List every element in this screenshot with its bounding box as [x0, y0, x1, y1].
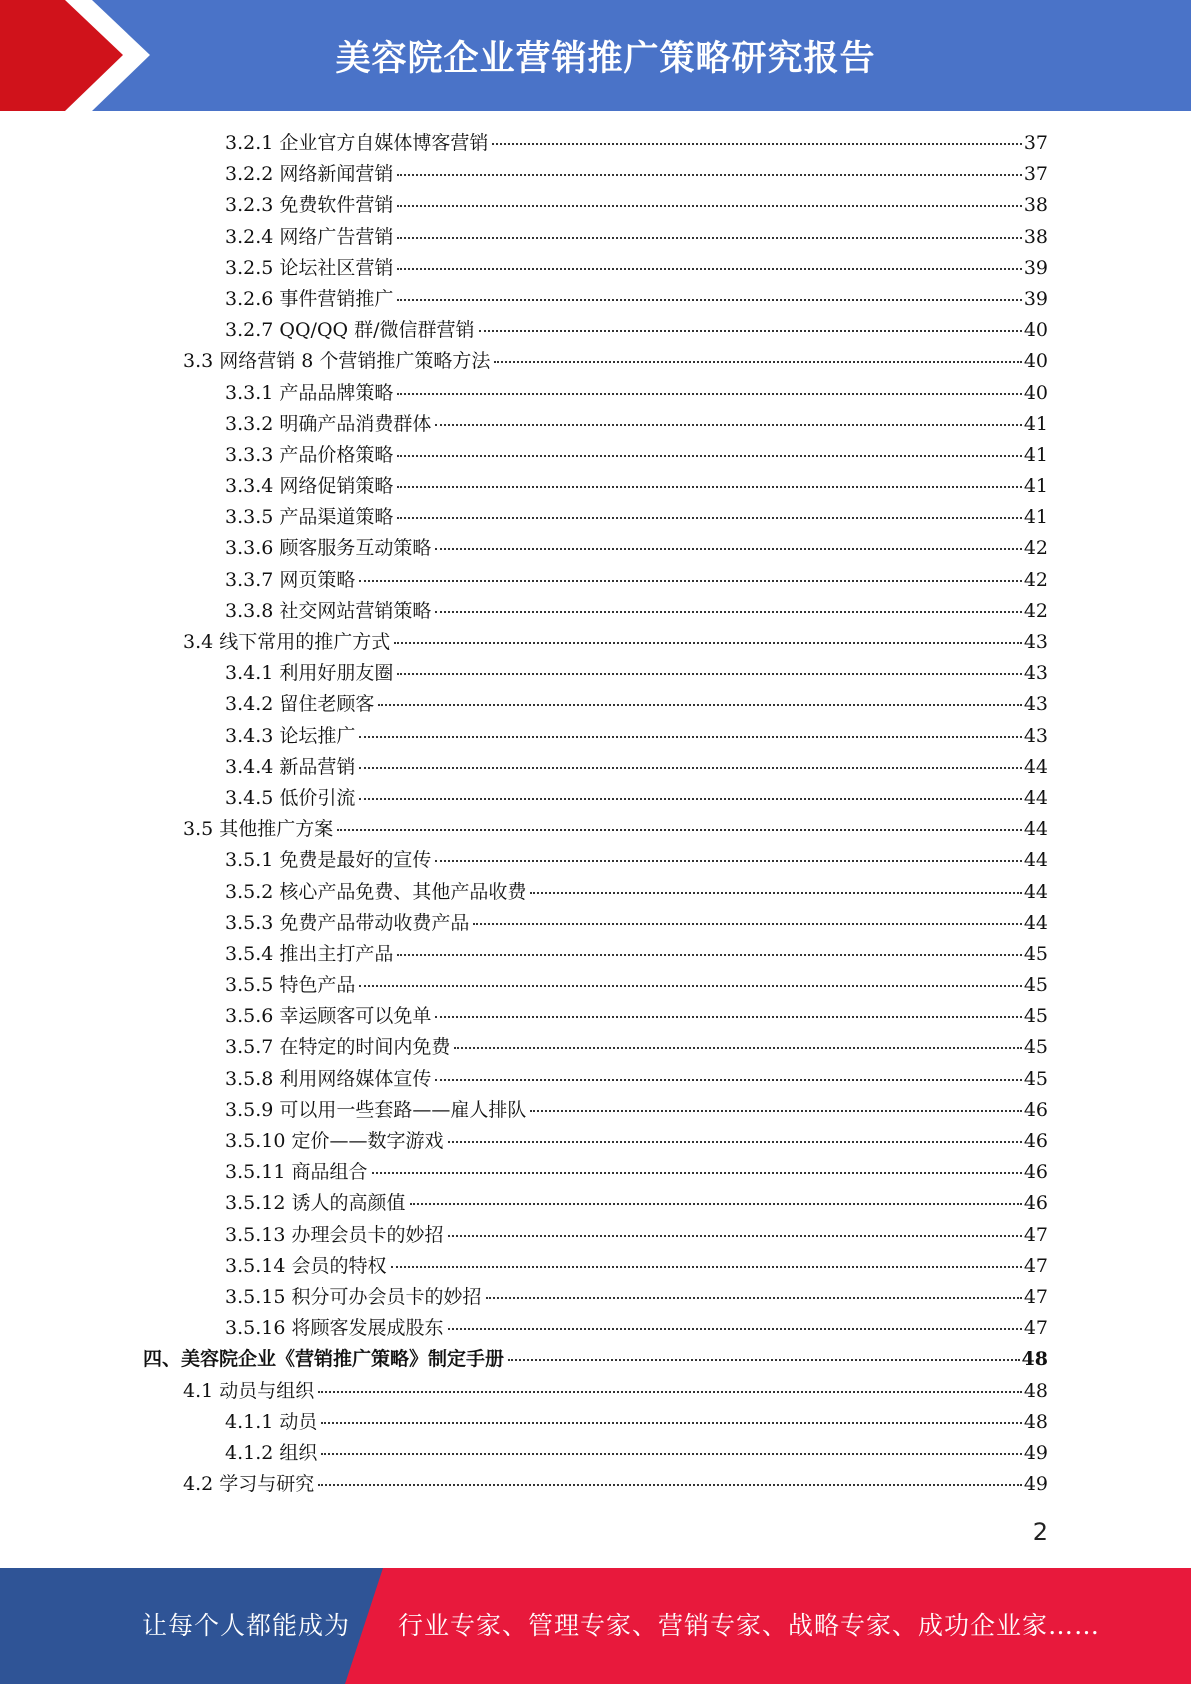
- toc-entry-page: 45: [1023, 1067, 1048, 1090]
- toc-entry-page: 46: [1023, 1161, 1048, 1184]
- toc-entry[interactable]: [0, 128, 1191, 159]
- toc-entry[interactable]: [0, 721, 1191, 752]
- toc-dot-leader: [397, 455, 1021, 457]
- toc-dot-leader: [508, 1359, 1020, 1361]
- toc-entry[interactable]: [0, 1001, 1191, 1032]
- toc-entry-page: 48: [1023, 1379, 1048, 1402]
- toc-entry[interactable]: [0, 1313, 1191, 1344]
- toc-entry[interactable]: [0, 159, 1191, 190]
- toc-entry[interactable]: [0, 1469, 1191, 1500]
- toc-dot-leader: [391, 1266, 1022, 1268]
- toc-entry-number: 4.2: [183, 1473, 214, 1496]
- toc-entry[interactable]: [0, 783, 1191, 814]
- toc-entry[interactable]: [0, 814, 1191, 845]
- toc-entry-page: 39: [1023, 256, 1048, 279]
- toc-entry-title: 学习与研究: [219, 1473, 315, 1496]
- toc-entry-page: 40: [1023, 381, 1048, 404]
- toc-entry-title: 网络促销策略: [279, 475, 394, 498]
- toc-entry-page: 40: [1023, 319, 1048, 342]
- toc-entry-number: 3.5.11: [225, 1161, 286, 1184]
- toc-entry-title: QQ/QQ 群/微信群营销: [279, 319, 475, 342]
- toc-dot-leader: [397, 205, 1021, 207]
- toc-entry-title: 明确产品消费群体: [279, 412, 432, 435]
- toc-entry[interactable]: [0, 565, 1191, 596]
- toc-dot-leader: [435, 1016, 1021, 1018]
- toc-entry-page: 44: [1023, 880, 1048, 903]
- toc-entry[interactable]: [0, 689, 1191, 720]
- toc-entry-title: 免费软件营销: [279, 194, 394, 217]
- toc-entry-number: 3.5.6: [225, 1005, 274, 1028]
- toc-entry-number: 3.4.4: [225, 755, 274, 778]
- toc-entry-number: 3.2.1: [225, 132, 274, 154]
- toc-entry-title: 网络广告营销: [279, 225, 394, 248]
- toc-entry[interactable]: [0, 1376, 1191, 1407]
- toc-dot-leader: [448, 1235, 1022, 1237]
- toc-entry-title: 可以用一些套路——雇人排队: [279, 1098, 527, 1121]
- toc-entry-title: 特色产品: [279, 974, 356, 997]
- toc-entry-title: 推出主打产品: [279, 942, 394, 965]
- toc-entry-title: 企业官方自媒体博客营销: [279, 132, 489, 154]
- toc-entry[interactable]: [0, 1282, 1191, 1313]
- toc-entry[interactable]: [0, 471, 1191, 502]
- toc-entry-page: 41: [1023, 506, 1048, 529]
- toc-entry[interactable]: [0, 1344, 1191, 1375]
- toc-dot-leader: [397, 174, 1021, 176]
- toc-entry-page: 37: [1023, 132, 1048, 154]
- toc-entry-page: 41: [1023, 412, 1048, 435]
- toc-dot-leader: [372, 1172, 1022, 1174]
- toc-entry-number: 3.5.8: [225, 1067, 274, 1090]
- toc-entry[interactable]: [0, 877, 1191, 908]
- toc-entry[interactable]: [0, 627, 1191, 658]
- toc-entry[interactable]: [0, 222, 1191, 253]
- toc-entry[interactable]: [0, 502, 1191, 533]
- toc-entry-title: 网络新闻营销: [279, 163, 394, 186]
- toc-dot-leader: [435, 424, 1021, 426]
- toc-dot-leader: [359, 767, 1021, 769]
- toc-entry-title: 办理会员卡的妙招: [291, 1223, 444, 1246]
- toc-entry-page: 41: [1023, 443, 1048, 466]
- toc-entry-number: 四、: [143, 1348, 182, 1371]
- toc-entry[interactable]: [0, 845, 1191, 876]
- toc-entry-title: 论坛推广: [279, 724, 356, 747]
- toc-entry-number: 3.3.5: [225, 506, 274, 529]
- toc-dot-leader: [492, 143, 1021, 145]
- toc-entry-number: 3.3.8: [225, 599, 274, 622]
- toc-entry-number: 3.3.1: [225, 381, 274, 404]
- toc-entry[interactable]: [0, 253, 1191, 284]
- toc-dot-leader: [337, 829, 1022, 831]
- toc-entry-page: 44: [1023, 755, 1048, 778]
- toc-entry-title: 诱人的高颜值: [291, 1192, 406, 1215]
- toc-entry-title: 产品品牌策略: [279, 381, 394, 404]
- toc-dot-leader: [321, 1453, 1021, 1455]
- toc-entry-number: 3.3.3: [225, 443, 274, 466]
- toc-entry[interactable]: [0, 1251, 1191, 1282]
- toc-entry-page: 44: [1023, 911, 1048, 934]
- footer-slogan-left: 让每个人都能成为: [142, 1611, 351, 1640]
- toc-entry[interactable]: [0, 1438, 1191, 1469]
- toc-entry-page: 43: [1023, 724, 1048, 747]
- toc-entry-page: 44: [1023, 818, 1048, 841]
- toc-entry[interactable]: [0, 939, 1191, 970]
- toc-entry-number: 3.5.16: [225, 1317, 286, 1340]
- toc-entry-number: 3.5.13: [225, 1223, 286, 1246]
- toc-entry[interactable]: [0, 1032, 1191, 1063]
- toc-dot-leader: [394, 642, 1022, 644]
- toc-entry-number: 3.4.2: [225, 693, 274, 716]
- toc-entry-number: 3.3.7: [225, 568, 274, 591]
- toc-entry[interactable]: [0, 533, 1191, 564]
- toc-dot-leader: [397, 393, 1021, 395]
- toc-entry-title: 社交网站营销策略: [279, 599, 432, 622]
- toc-entry-title: 在特定的时间内免费: [279, 1036, 451, 1059]
- toc-entry-title: 动员: [279, 1410, 318, 1433]
- toc-entry-page: 45: [1023, 974, 1048, 997]
- toc-entry-title: 利用好朋友圈: [279, 662, 394, 685]
- toc-dot-leader: [435, 860, 1021, 862]
- toc-entry-number: 3.2.4: [225, 225, 274, 248]
- page-header: [0, 0, 1191, 111]
- toc-entry-title: 定价——数字游戏: [291, 1130, 444, 1152]
- toc-entry-number: 4.1: [183, 1379, 214, 1402]
- toc-entry-title: 产品渠道策略: [279, 506, 394, 529]
- page-footer: [0, 1568, 1191, 1684]
- toc-entry-page: 45: [1023, 1005, 1048, 1028]
- toc-entry-page: 42: [1023, 599, 1048, 622]
- toc-entry-title: 会员的特权: [291, 1254, 387, 1277]
- toc-entry-page: 47: [1023, 1285, 1048, 1308]
- toc-entry-number: 3.5.10: [225, 1130, 286, 1152]
- toc-entry-number: 3.5.5: [225, 974, 274, 997]
- toc-dot-leader: [435, 1079, 1021, 1081]
- toc-entry-title: 新品营销: [279, 755, 356, 778]
- toc-entry[interactable]: [0, 315, 1191, 346]
- toc-entry-title: 美容院企业《营销推广策略》制定手册: [181, 1348, 505, 1371]
- toc-entry-number: 3.4.5: [225, 786, 274, 809]
- toc-entry-title: 核心产品免费、其他产品收费: [279, 880, 527, 903]
- toc-entry-page: 49: [1023, 1441, 1048, 1464]
- toc-entry[interactable]: [0, 970, 1191, 1001]
- toc-entry[interactable]: [0, 378, 1191, 409]
- toc-entry-page: 48: [1021, 1348, 1048, 1371]
- toc-entry-number: 3.4.3: [225, 724, 274, 747]
- toc-dot-leader: [397, 237, 1021, 239]
- toc-entry-title: 线下常用的推广方式: [219, 631, 391, 653]
- toc-entry-number: 4.1.1: [225, 1410, 274, 1433]
- toc-dot-leader: [397, 268, 1021, 270]
- toc-dot-leader: [397, 954, 1021, 956]
- toc-entry-title: 低价引流: [279, 786, 356, 809]
- table-of-contents: [0, 128, 1191, 1500]
- toc-entry-page: 47: [1023, 1254, 1048, 1277]
- toc-entry-title: 积分可办会员卡的妙招: [291, 1285, 482, 1308]
- toc-entry-number: 3.3.2: [225, 412, 274, 435]
- toc-entry-number: 3.2.2: [225, 163, 274, 186]
- toc-entry-title: 产品价格策略: [279, 443, 394, 466]
- toc-entry-number: 4.1.2: [225, 1441, 274, 1464]
- toc-entry-title: 顾客服务互动策略: [279, 537, 432, 560]
- toc-dot-leader: [448, 1328, 1022, 1330]
- toc-entry-title: 动员与组织: [219, 1379, 315, 1402]
- toc-entry[interactable]: [0, 908, 1191, 939]
- footer-slogan-right: 行业专家、管理专家、营销专家、战略专家、成功企业家……: [398, 1611, 1101, 1640]
- toc-dot-leader: [530, 892, 1021, 894]
- toc-entry-number: 3.2.7: [225, 319, 274, 342]
- toc-entry-number: 3.5.14: [225, 1254, 286, 1277]
- toc-entry[interactable]: [0, 284, 1191, 315]
- toc-entry-number: 3.5.2: [225, 880, 274, 903]
- toc-dot-leader: [397, 517, 1021, 519]
- toc-entry-number: 3.4.1: [225, 662, 274, 685]
- toc-entry-title: 将顾客发展成股东: [291, 1317, 444, 1340]
- toc-entry-number: 3.3: [183, 350, 214, 373]
- toc-entry-title: 利用网络媒体宣传: [279, 1067, 432, 1090]
- toc-entry-title: 免费是最好的宣传: [279, 849, 432, 872]
- toc-entry-page: 43: [1023, 662, 1048, 685]
- toc-dot-leader: [410, 1203, 1022, 1205]
- toc-dot-leader: [378, 704, 1021, 706]
- toc-entry-page: 41: [1023, 475, 1048, 498]
- toc-dot-leader: [359, 798, 1021, 800]
- toc-entry-page: 44: [1023, 786, 1048, 809]
- toc-dot-leader: [397, 673, 1021, 675]
- toc-entry-number: 3.2.3: [225, 194, 274, 217]
- toc-entry-title: 事件营销推广: [279, 287, 394, 310]
- toc-entry-number: 3.5.7: [225, 1036, 274, 1059]
- toc-entry-page: 43: [1023, 631, 1048, 653]
- toc-entry[interactable]: [0, 1220, 1191, 1251]
- toc-dot-leader: [318, 1391, 1022, 1393]
- toc-entry-page: 38: [1023, 194, 1048, 217]
- toc-entry-title: 免费产品带动收费产品: [279, 911, 470, 934]
- toc-entry-number: 3.5.12: [225, 1192, 286, 1215]
- toc-entry-page: 47: [1023, 1317, 1048, 1340]
- toc-entry[interactable]: [0, 190, 1191, 221]
- toc-dot-leader: [448, 1141, 1022, 1143]
- toc-entry[interactable]: [0, 1095, 1191, 1126]
- toc-entry-page: 46: [1023, 1130, 1048, 1152]
- document-title: 美容院企业营销推广策略研究报告: [335, 38, 876, 79]
- toc-entry-title: 论坛社区营销: [279, 256, 394, 279]
- toc-entry-title: 组织: [279, 1441, 318, 1464]
- toc-dot-leader: [318, 1484, 1022, 1486]
- toc-entry-number: 3.3.4: [225, 475, 274, 498]
- toc-entry[interactable]: [0, 1064, 1191, 1095]
- toc-entry-page: 39: [1023, 287, 1048, 310]
- toc-entry-title: 幸运顾客可以免单: [279, 1005, 432, 1028]
- toc-dot-leader: [454, 1047, 1021, 1049]
- toc-entry-page: 45: [1023, 1036, 1048, 1059]
- toc-entry-number: 3.5.1: [225, 849, 274, 872]
- toc-dot-leader: [321, 1422, 1021, 1424]
- toc-entry-page: 46: [1023, 1098, 1048, 1121]
- toc-entry-number: 3.5.15: [225, 1285, 286, 1308]
- toc-entry[interactable]: [0, 1188, 1191, 1219]
- toc-entry-number: 3.2.6: [225, 287, 274, 310]
- toc-dot-leader: [435, 611, 1021, 613]
- toc-entry-page: 45: [1023, 942, 1048, 965]
- toc-entry-number: 3.5.4: [225, 942, 274, 965]
- toc-dot-leader: [486, 1297, 1022, 1299]
- page-number: 2: [1032, 1518, 1048, 1546]
- toc-entry-page: 47: [1023, 1223, 1048, 1246]
- toc-dot-leader: [359, 985, 1021, 987]
- toc-dot-leader: [359, 736, 1021, 738]
- toc-entry-page: 43: [1023, 693, 1048, 716]
- toc-entry-title: 其他推广方案: [219, 818, 334, 841]
- toc-entry-page: 49: [1023, 1473, 1048, 1496]
- toc-entry-number: 3.5.3: [225, 911, 274, 934]
- toc-entry[interactable]: [0, 440, 1191, 471]
- toc-entry[interactable]: [0, 658, 1191, 689]
- toc-entry-title: 网络营销 8 个营销推广策略方法: [219, 350, 491, 373]
- toc-entry-page: 44: [1023, 849, 1048, 872]
- toc-entry-number: 3.4: [183, 631, 214, 653]
- toc-entry-number: 3.2.5: [225, 256, 274, 279]
- toc-entry[interactable]: [0, 1157, 1191, 1188]
- toc-entry-number: 3.5: [183, 818, 214, 841]
- toc-dot-leader: [435, 548, 1021, 550]
- toc-entry[interactable]: [0, 1126, 1191, 1157]
- toc-entry[interactable]: [0, 752, 1191, 783]
- toc-entry[interactable]: [0, 409, 1191, 440]
- toc-entry-page: 37: [1023, 163, 1048, 186]
- toc-dot-leader: [397, 299, 1021, 301]
- toc-dot-leader: [494, 361, 1021, 363]
- toc-entry-page: 48: [1023, 1410, 1048, 1433]
- toc-entry-title: 商品组合: [291, 1161, 368, 1184]
- toc-entry-title: 留住老顾客: [279, 693, 375, 716]
- toc-entry-page: 42: [1023, 537, 1048, 560]
- toc-entry[interactable]: [0, 1407, 1191, 1438]
- toc-dot-leader: [479, 330, 1022, 332]
- toc-dot-leader: [359, 580, 1021, 582]
- toc-dot-leader: [530, 1110, 1021, 1112]
- toc-entry-title: 网页策略: [279, 568, 356, 591]
- toc-entry-number: 3.5.9: [225, 1098, 274, 1121]
- toc-entry-page: 46: [1023, 1192, 1048, 1215]
- toc-entry[interactable]: [0, 346, 1191, 377]
- toc-entry-page: 40: [1023, 350, 1048, 373]
- toc-dot-leader: [397, 486, 1021, 488]
- toc-entry-page: 42: [1023, 568, 1048, 591]
- toc-entry-number: 3.3.6: [225, 537, 274, 560]
- toc-entry[interactable]: [0, 596, 1191, 627]
- toc-entry-page: 38: [1023, 225, 1048, 248]
- toc-dot-leader: [473, 923, 1021, 925]
